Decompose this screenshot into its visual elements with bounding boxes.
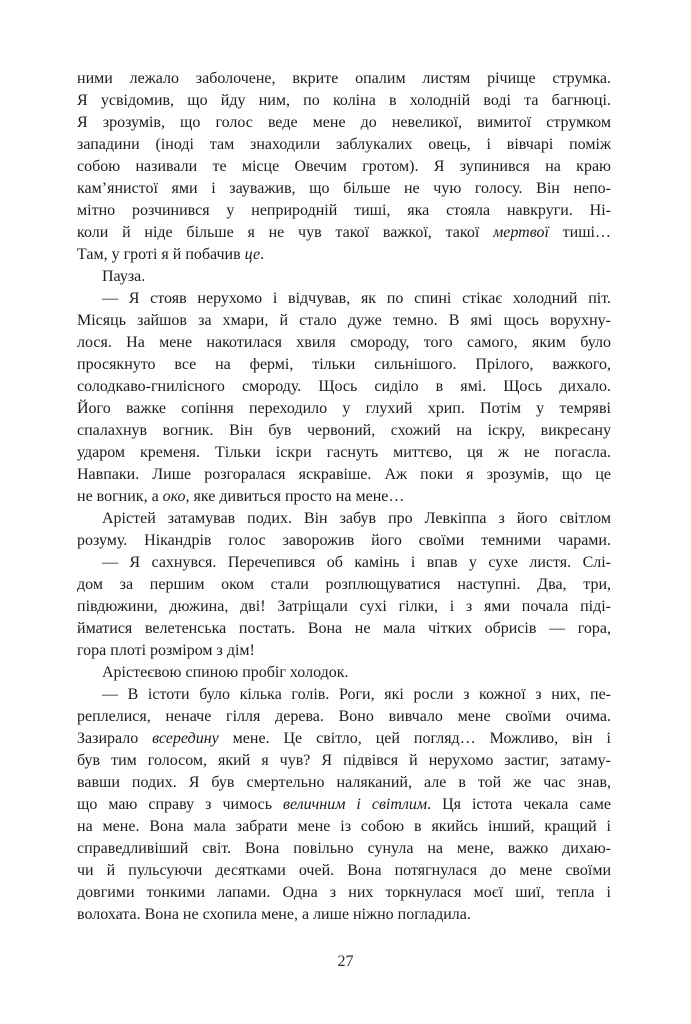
italic-text-segment: це	[244, 246, 261, 263]
text-segment: на мене. Вона мала забрати мене із собою в якийсь інший, кращий і	[77, 818, 611, 835]
text-line	[77, 178, 611, 200]
text-line	[77, 508, 611, 530]
text-segment: тиші…	[548, 224, 611, 241]
text-line	[77, 112, 611, 134]
text-segment: собою називали те місце Овечим гротом). Я зупинився на краю	[77, 158, 611, 175]
text-segment: мене. Це світло, цей погляд… Можливо, він і	[218, 730, 611, 747]
text-segment: лося. На мене накотилася хвиля смороду, того самого, яким було	[77, 334, 611, 351]
text-segment: ударом кременя. Тільки іскри гаснуть миттєво, ця ж не погасла.	[77, 444, 611, 461]
text-line	[77, 68, 611, 90]
text-line	[77, 134, 611, 156]
text-segment: йматися велетенська постать. Вона не мала чітких обрисів — гора,	[77, 620, 611, 637]
text-line	[77, 882, 611, 904]
text-segment: волохата. Вона не схопила мене, а лише ніжно погладила.	[77, 906, 471, 923]
text-line	[77, 156, 611, 178]
text-line	[77, 90, 611, 112]
text-line	[77, 398, 611, 420]
text-line	[77, 222, 611, 244]
text-segment: справедливіший світ. Вона повільно сунула на мене, важко дихаю-	[77, 840, 611, 857]
text-block	[77, 68, 611, 926]
italic-text-segment: око	[162, 488, 186, 505]
text-segment: дом за першим оком стали розплющуватися наступні. Два, три,	[77, 576, 611, 593]
text-line	[77, 486, 611, 508]
text-line	[77, 200, 611, 222]
text-line	[77, 750, 611, 772]
text-line	[77, 706, 611, 728]
text-line	[77, 860, 611, 882]
text-line	[77, 464, 611, 486]
text-line	[77, 772, 611, 794]
text-segment: не вогник, а	[77, 488, 163, 505]
text-line	[77, 596, 611, 618]
italic-text-segment: всередину	[152, 730, 219, 747]
text-line	[77, 904, 611, 926]
text-segment: коли й ніде більше я не чув такої важкої, такої	[77, 224, 494, 241]
text-segment: спалахнув вогник. Він був червоний, схожий на іскру, викресану	[77, 422, 611, 439]
text-line	[77, 794, 611, 816]
text-segment: був тим голосом, який я чув? Я підвівся й нерухомо застиг, затаму-	[77, 752, 611, 769]
text-line	[77, 662, 611, 684]
italic-text-segment: величним і світлим	[283, 796, 428, 813]
text-segment: кам’янистої ями і зауважив, що більше не чую голосу. Він непо-	[77, 180, 611, 197]
text-line	[77, 816, 611, 838]
text-line	[77, 574, 611, 596]
text-segment: реплелися, неначе гілля дерева. Воно вивчало мене своїми очима.	[77, 708, 611, 725]
text-segment: Його важке сопіння переходило у глухий хрип. Потім у темряві	[77, 400, 611, 417]
text-line	[77, 310, 611, 332]
italic-text-segment: мертвої	[493, 224, 549, 241]
text-line	[77, 244, 611, 266]
text-segment: — Я стояв нерухомо і відчував, як по спині стікає холодний піт.	[102, 290, 611, 307]
text-segment: Арістей затамував подих. Він забув про Левкіппа з його світлом	[102, 510, 611, 527]
text-segment: довгими тонкими лапами. Одна з них торкнулася моєї шиї, тепла і	[77, 884, 611, 901]
text-segment: западини (іноді там знаходили заблукалих овець, і вівчарі поміж	[77, 136, 611, 153]
text-segment: ними лежало заболочене, вкрите опалим листям річище струмка.	[77, 70, 611, 87]
text-segment: вавши подих. Я був смертельно наляканий, але в той же час знав,	[77, 774, 611, 791]
text-segment: Навпаки. Лише розгоралася яскравіше. Аж поки я зрозумів, що це	[77, 466, 611, 483]
text-segment: мітно розчинився у неприродній тиші, яка стояла навкруги. Ні-	[77, 202, 611, 219]
text-segment: розуму. Нікандрів голос заворожив його своїми темними чарами.	[77, 532, 611, 549]
text-segment: Я зрозумів, що голос веде мене до невеликої, вимитої струмком	[77, 114, 611, 131]
text-line	[77, 266, 611, 288]
text-segment: Там, у гроті я й побачив	[77, 246, 245, 263]
text-segment: .	[260, 246, 265, 263]
text-line	[77, 332, 611, 354]
text-segment: півдюжини, дюжина, дві! Затріщали сухі гілки, і з ями почала піді-	[77, 598, 611, 615]
text-segment: Місяць зайшов за хмари, й стало дуже темно. В ямі щось ворухну-	[77, 312, 611, 329]
text-segment: Зазирало	[77, 730, 153, 747]
text-line	[77, 618, 611, 640]
text-segment: . Ця істота чекала саме	[427, 796, 612, 813]
text-segment: солодкаво-гнилісного смороду. Щось сиділо в ямі. Щось дихало.	[77, 378, 611, 395]
text-line	[77, 420, 611, 442]
text-line	[77, 640, 611, 662]
text-segment: що маю справу з чимось	[77, 796, 283, 813]
text-segment: — В істоти було кілька голів. Роги, які росли з кожної з них, пе-	[102, 686, 611, 703]
text-segment: — Я сахнувся. Перечепився об камінь і впав у сухе листя. Слі-	[102, 554, 611, 571]
text-line	[77, 552, 611, 574]
text-line	[77, 838, 611, 860]
text-line	[77, 354, 611, 376]
text-segment: просякнуто все на фермі, тільки сильнішого. Прілого, важкого,	[77, 356, 611, 373]
text-segment: Арістеєвою спиною пробіг холодок.	[102, 664, 349, 681]
text-line	[77, 376, 611, 398]
text-line	[77, 530, 611, 552]
text-segment: Пауза.	[102, 268, 146, 285]
text-line	[77, 288, 611, 310]
text-line	[77, 442, 611, 464]
text-segment: Я усвідомив, що йду ним, по коліна в холодній воді та багнюці.	[77, 92, 611, 109]
text-line	[77, 684, 611, 706]
text-segment: гора плоті розміром з дім!	[77, 642, 255, 659]
text-segment: , яке дивиться просто на мене…	[185, 488, 405, 505]
text-line	[77, 728, 611, 750]
page-number: 27	[337, 953, 354, 970]
text-segment: чи й пульсуючи десятками очей. Вона потягнулася до мене своїми	[77, 862, 611, 879]
